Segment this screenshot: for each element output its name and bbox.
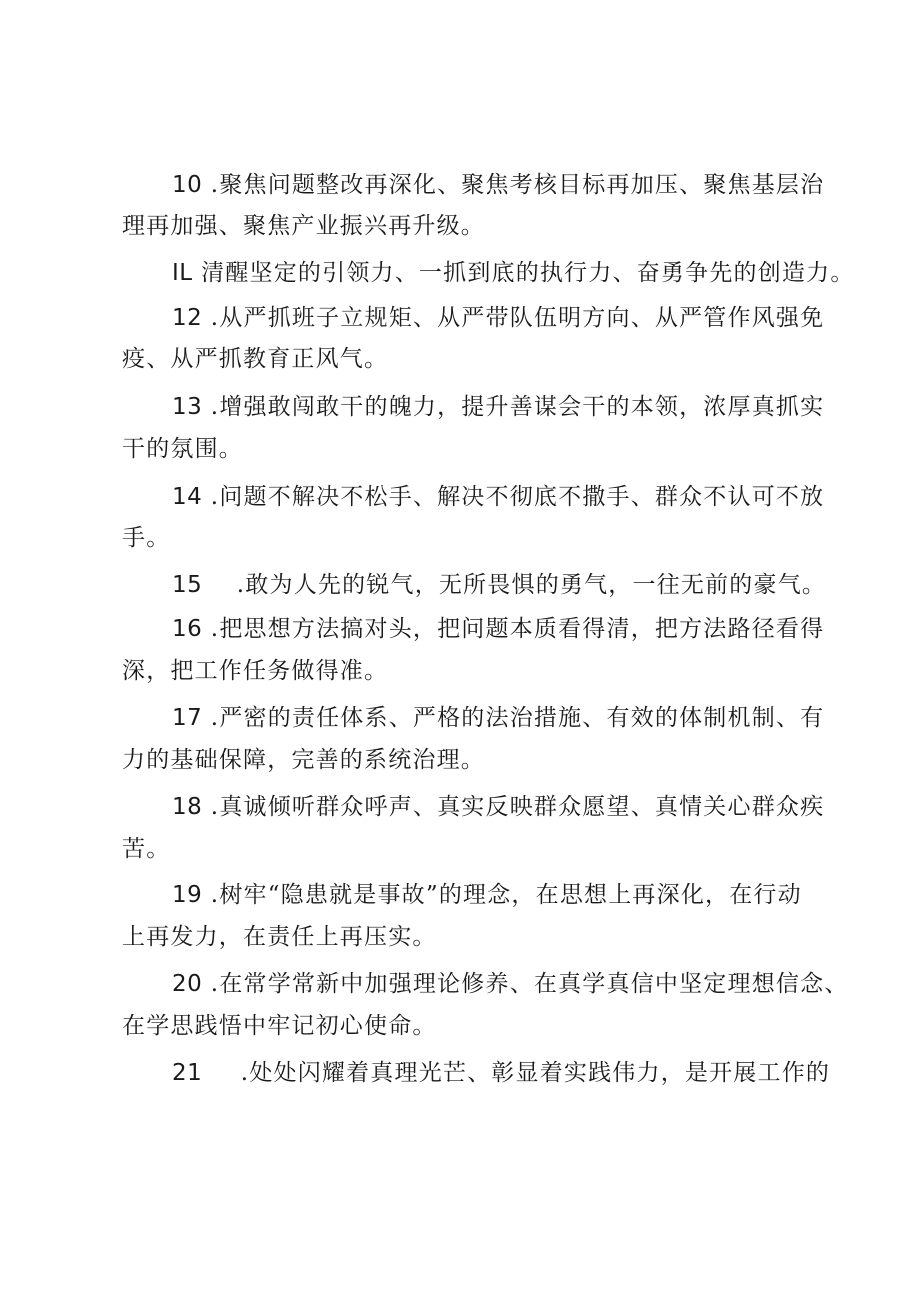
item-separator: . <box>210 882 220 908</box>
item-separator: . <box>210 971 220 997</box>
item-separator: . <box>210 394 220 420</box>
item-text: 从严抓班子立规矩、从严带队伍明方向、从严管作风强免 <box>219 305 825 331</box>
list-item-continuation: 力的基础保障，完善的系统治理。 <box>122 747 485 773</box>
item-number: 10 <box>172 172 203 198</box>
list-item-first-line <box>172 880 802 910</box>
item-text: 处处闪耀着真理光芒、彰显着实践伟力，是开展工作的 <box>249 1060 831 1086</box>
item-number: 13 <box>172 394 203 420</box>
item-separator: . <box>236 572 246 598</box>
item-text: 树牢“隐患就是事故”的理念，在思想上再深化，在行动 <box>219 882 802 908</box>
item-number: 17 <box>172 705 203 731</box>
list-item-first-line <box>172 392 824 422</box>
list-item-first-line <box>172 792 824 822</box>
list-item-first-line <box>172 703 824 733</box>
list-item-continuation: 手。 <box>122 525 171 551</box>
item-separator: . <box>210 705 220 731</box>
item-separator: . <box>210 305 220 331</box>
item-separator: . <box>210 484 220 510</box>
item-number: 18 <box>172 794 203 820</box>
list-item-continuation: 在学思践悟中牢记初心使命。 <box>122 1013 437 1039</box>
list-item-continuation: 苦。 <box>122 836 171 862</box>
item-number: 16 <box>172 616 203 642</box>
list-item-continuation: 深，把工作任务做得准。 <box>122 658 389 684</box>
item-number: 20 <box>172 971 203 997</box>
item-text: 真诚倾听群众呼声、真实反映群众愿望、真情关心群众疾 <box>219 794 825 820</box>
item-number: 19 <box>172 882 203 908</box>
item-text: 把思想方法搞对头，把问题本质看得清，把方法路径看得 <box>219 616 825 642</box>
item-text: 问题不解决不松手、解决不彻底不撒手、群众不认可不放 <box>219 484 825 510</box>
item-text: 增强敢闯敢干的魄力，提升善谋会干的本领，浓厚真抓实 <box>219 394 825 420</box>
item-number: 14 <box>172 484 203 510</box>
item-number: 15 <box>172 572 203 598</box>
list-item-first-line <box>172 1058 830 1088</box>
list-item-first-line <box>172 482 824 512</box>
list-item-first-line <box>172 170 824 200</box>
item-number: IL <box>172 260 193 286</box>
item-text: 清醒坚定的引领力、一抓到底的执行力、奋勇争先的创造力。 <box>201 260 855 286</box>
list-item-first-line <box>172 303 824 333</box>
item-separator: . <box>240 1060 250 1086</box>
list-item-first-line <box>172 614 824 644</box>
list-item-first-line <box>172 570 826 600</box>
item-text: 严密的责任体系、严格的法治措施、有效的体制机制、有 <box>219 705 825 731</box>
item-number: 21 <box>172 1060 203 1086</box>
item-text: 敢为人先的锐气，无所畏惧的勇气，一往无前的豪气。 <box>245 572 827 598</box>
item-number: 12 <box>172 305 203 331</box>
list-item-continuation: 干的氛围。 <box>122 436 243 462</box>
list-item-continuation: 上再发力，在责任上再压实。 <box>122 924 437 950</box>
list-item-continuation: 疫、从严抓教育正风气。 <box>122 346 389 372</box>
item-separator: . <box>210 172 220 198</box>
list-item-first-line <box>172 969 849 999</box>
list-item-first-line <box>172 258 855 288</box>
item-separator: . <box>210 794 220 820</box>
item-text: 在常学常新中加强理论修养、在真学真信中坚定理想信念、 <box>219 971 849 997</box>
list-item-continuation: 理再加强、聚焦产业振兴再升级。 <box>122 213 485 239</box>
item-separator: . <box>210 616 220 642</box>
item-text: 聚焦问题整改再深化、聚焦考核目标再加压、聚焦基层治 <box>219 172 825 198</box>
